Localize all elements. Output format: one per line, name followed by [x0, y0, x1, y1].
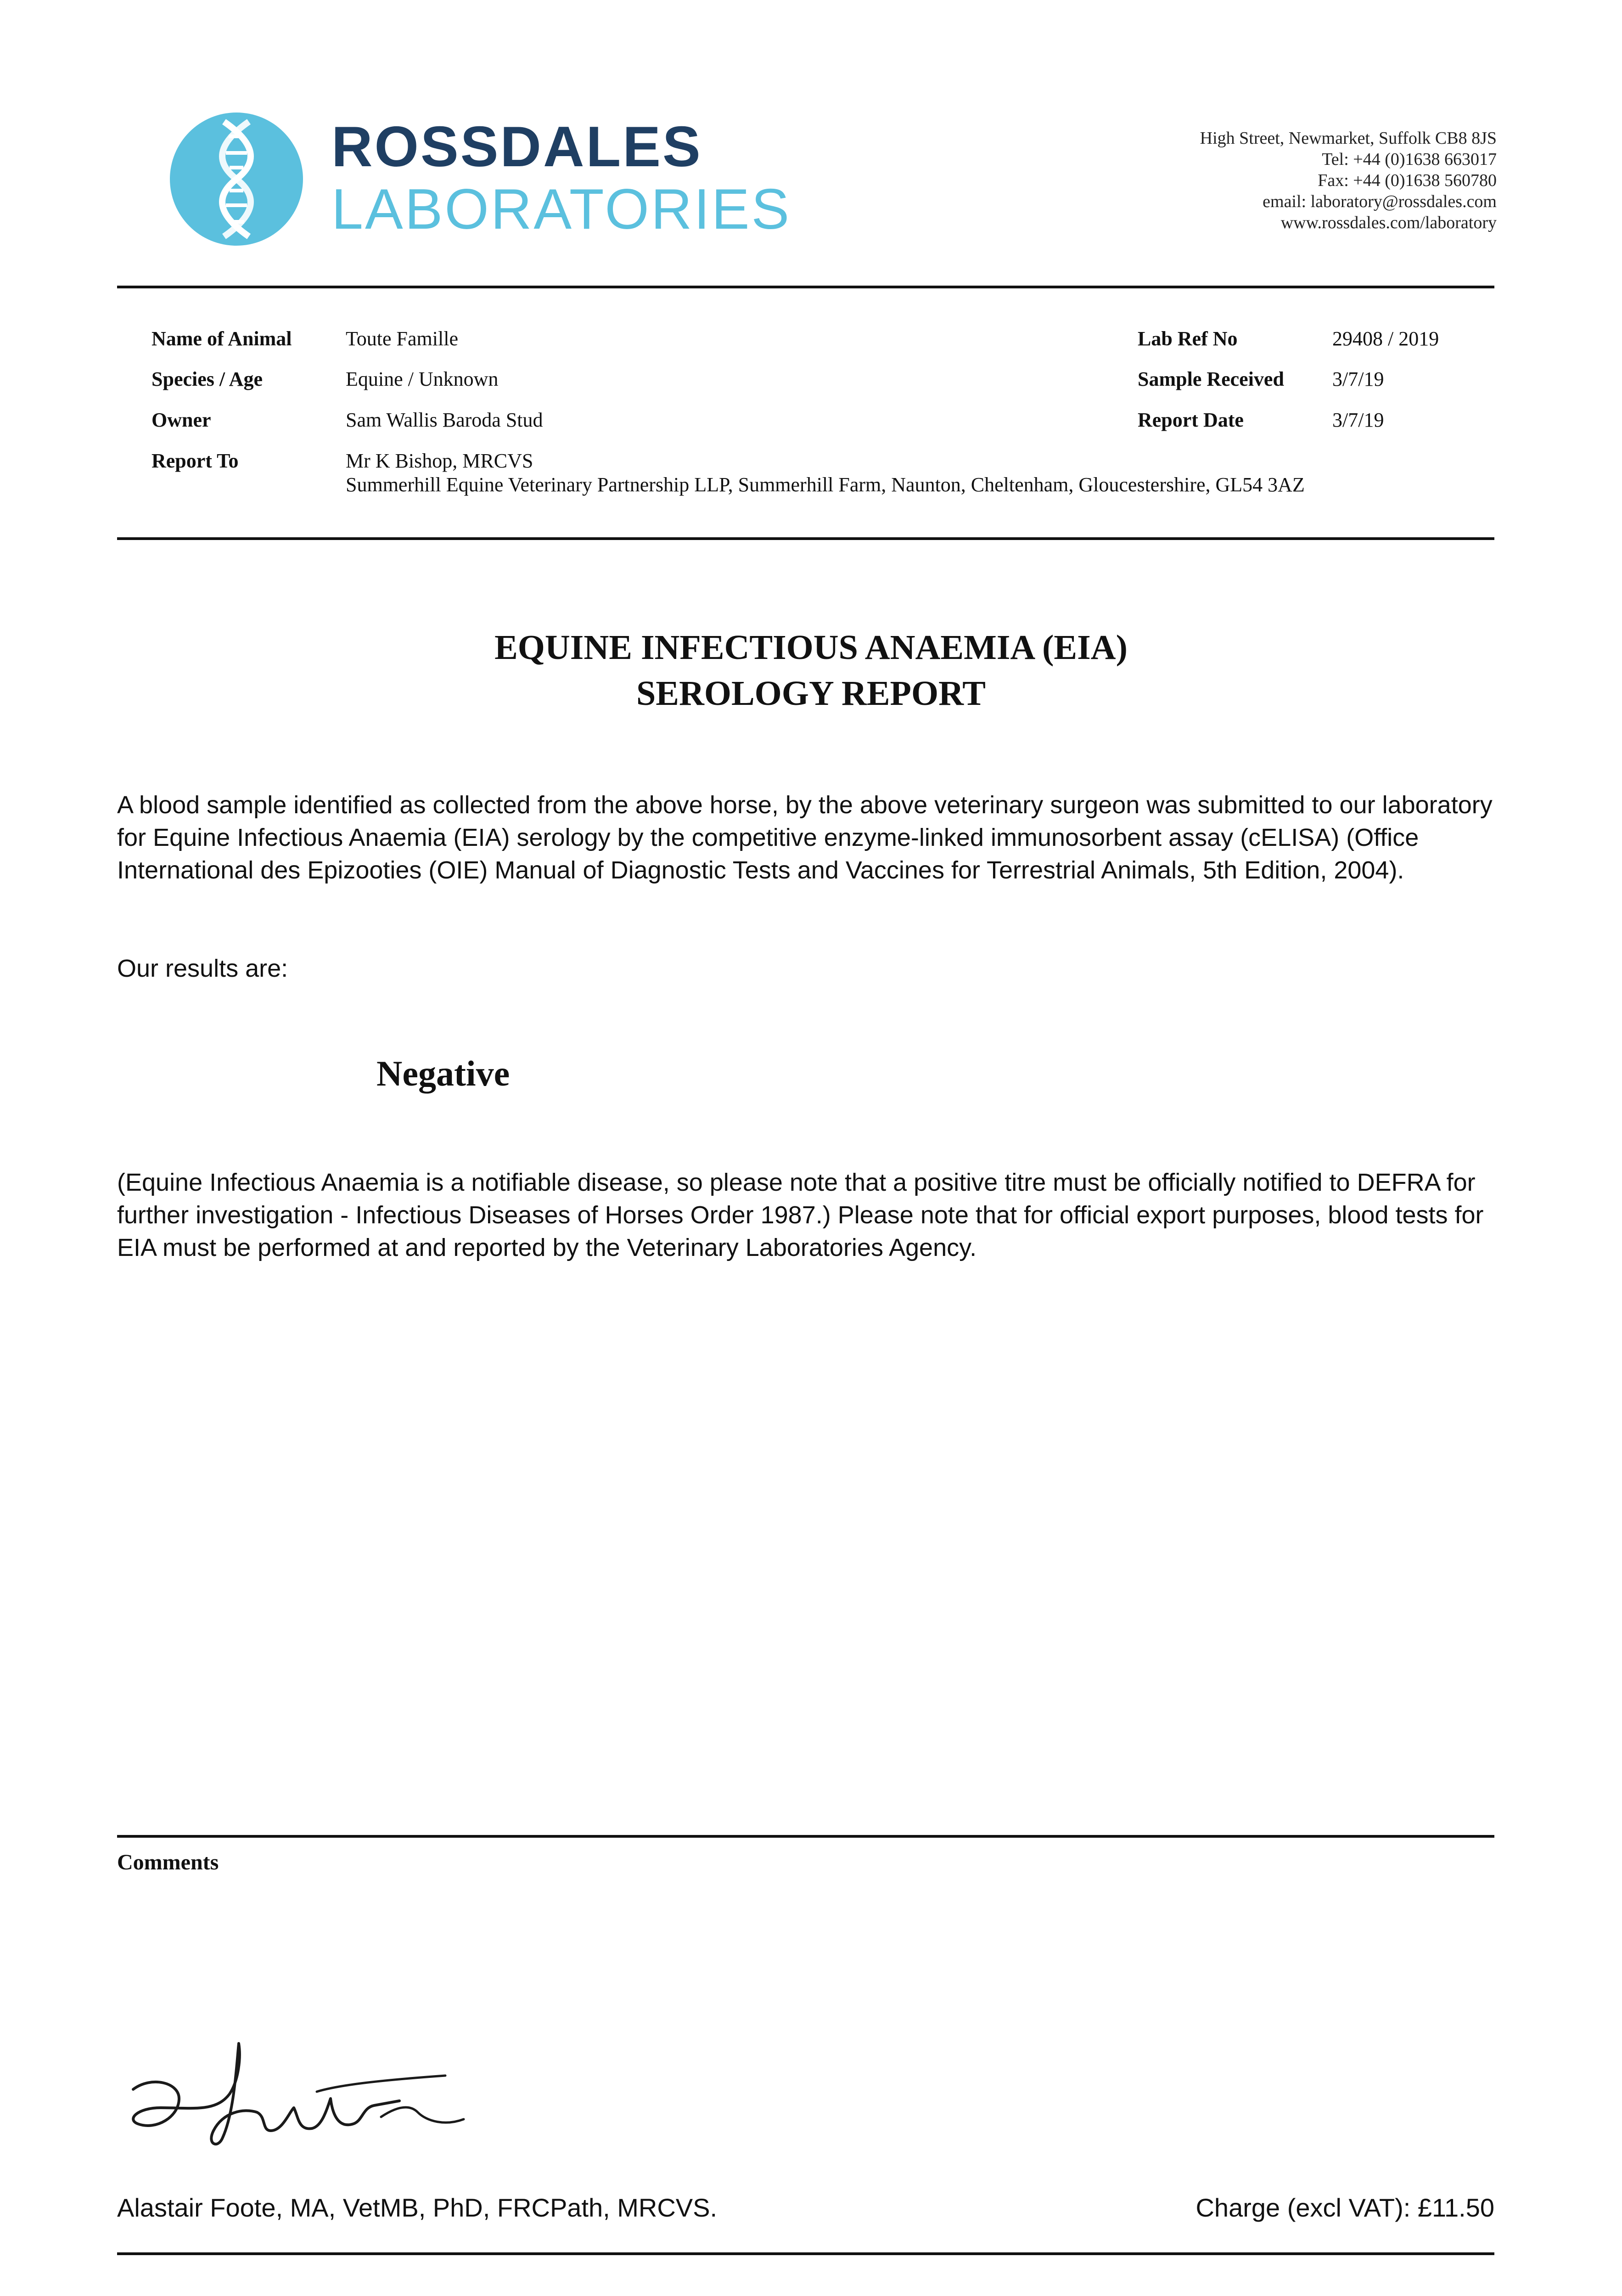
lab-ref-value: 29408 / 2019	[1332, 327, 1439, 350]
name-value: Toute Famille	[346, 327, 458, 350]
signer-name: Alastair Foote, MA, VetMB, PhD, FRCPath, MRCVS.	[117, 2193, 718, 2222]
comments-label: Comments	[117, 1850, 219, 1874]
contact-web[interactable]: www.rossdales.com/laboratory	[1280, 213, 1497, 232]
owner-value: Sam Wallis Baroda Stud	[346, 409, 543, 431]
intro-paragraph: A blood sample identified as collected from the above horse, by the above veterinary surgeon was submitted to our laboratory for Equine Infectious Anaemia (EIA) serology by the competitive enzyme-linked immunosorbent assay (cELISA) (Office International des Epizooties (OIE) Manual of Diagnostic Tests and Vaccines for Terrestrial Animals, 5th Edition, 2004).	[117, 791, 1493, 884]
results-lead: Our results are:	[117, 955, 288, 982]
contact-address: High Street, Newmarket, Suffolk CB8 8JS	[1200, 129, 1497, 148]
divider-top	[117, 286, 1494, 288]
brand-line-2: LABORATORIES	[331, 178, 791, 241]
species-label: Species / Age	[152, 368, 263, 390]
charge-amount: Charge (excl VAT): £11.50	[1195, 2193, 1494, 2222]
lab-ref-label: Lab Ref No	[1138, 327, 1238, 350]
divider-details	[117, 537, 1494, 540]
brand-name	[331, 115, 791, 241]
contact-email[interactable]: email: laboratory@rossdales.com	[1263, 192, 1497, 211]
report-date-label: Report Date	[1138, 409, 1244, 431]
sample-received-label: Sample Received	[1138, 368, 1284, 390]
report-to-line-2: Summerhill Equine Veterinary Partnership LLP, Summerhill Farm, Naunton, Cheltenham, Gloucestershire, GL54 3AZ	[346, 473, 1305, 496]
name-label: Name of Animal	[152, 327, 292, 350]
contact-tel: Tel: +44 (0)1638 663017	[1322, 150, 1497, 169]
report-title-line-2: SEROLOGY REPORT	[636, 674, 986, 713]
divider-comments	[117, 1835, 1494, 1838]
signature-image	[124, 2039, 473, 2158]
owner-label: Owner	[152, 409, 211, 431]
sample-received-value: 3/7/19	[1332, 368, 1384, 390]
notice-paragraph: (Equine Infectious Anaemia is a notifiable disease, so please note that a positive titre must be officially notified to DEFRA for further investigation - Infectious Diseases of Horses Order 1987.) Please note that for official export purposes, blood tests for EIA must be performed at and reported by the Veterinary Laboratories Agency.	[117, 1169, 1484, 1261]
report-title-line-1: EQUINE INFECTIOUS ANAEMIA (EIA)	[494, 628, 1128, 667]
contact-block	[1038, 128, 1497, 233]
dna-helix-icon	[170, 113, 303, 246]
divider-bottom	[117, 2252, 1494, 2255]
report-date-value: 3/7/19	[1332, 409, 1384, 431]
species-value: Equine / Unknown	[346, 368, 499, 390]
result-value: Negative	[376, 1053, 510, 1093]
report-to-line-1: Mr K Bishop, MRCVS	[346, 450, 533, 472]
contact-fax: Fax: +44 (0)1638 560780	[1318, 171, 1497, 190]
report-title	[0, 625, 1622, 716]
brand-line-1: ROSSDALES	[331, 115, 702, 179]
report-to-label: Report To	[152, 450, 239, 472]
